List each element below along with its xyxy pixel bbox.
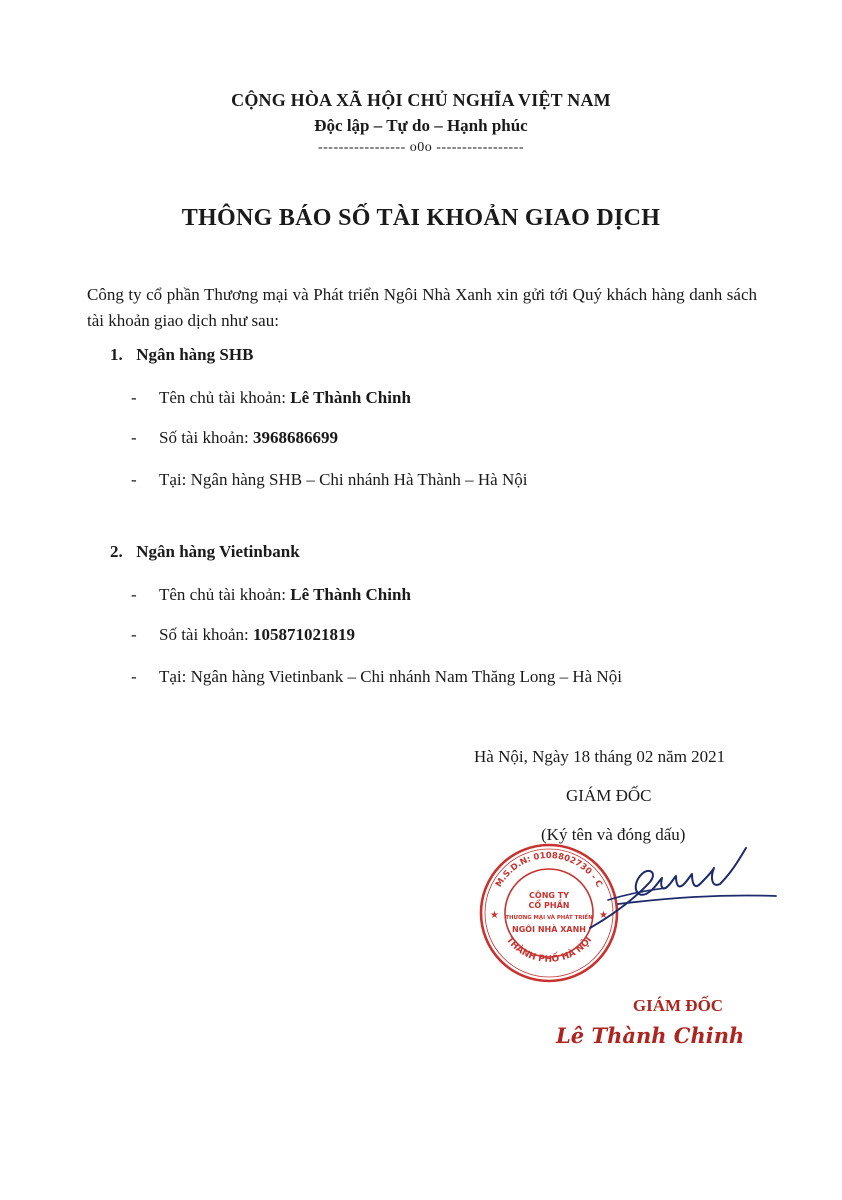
branch-value: Tại: Ngân hàng Vietinbank – Chi nhánh Nam Thăng Long – Hà Nội [159,667,622,686]
signature-role: GIÁM ĐỐC [632,996,724,1015]
separator: ----------------- o0o ----------------- [317,140,524,155]
bank-owner-row [131,585,411,605]
svg-text:THƯƠNG MẠI VÀ PHÁT TRIỂN: THƯƠNG MẠI VÀ PHÁT TRIỂN [505,915,593,921]
account-value: 3968686699 [252,428,338,447]
svg-text:NGÔI NHÀ XANH: NGÔI NHÀ XANH [512,925,586,934]
svg-text:CỔ PHẦN: CỔ PHẦN [528,901,570,910]
owner-label: Tên chủ tài khoản: [159,585,291,604]
bullet-dash: - [131,470,137,489]
sign-instruction: (Ký tên và đóng dấu) [541,825,686,844]
bank-number: 1. [110,345,123,364]
bullet-dash: - [131,667,137,686]
account-label: Số tài khoản: [159,625,253,644]
bank-branch-row [131,470,527,490]
owner-value: Lê Thành Chinh [290,388,411,407]
svg-text:★: ★ [490,910,499,921]
owner-label: Tên chủ tài khoản: [159,388,291,407]
date-line: Hà Nội, Ngày 18 tháng 02 năm 2021 [474,747,726,766]
svg-text:★: ★ [599,910,608,921]
bank-heading-vietinbank [110,542,300,562]
handwritten-signature [588,842,780,942]
bullet-dash: - [131,625,137,644]
document-title: THÔNG BÁO SỐ TÀI KHOẢN GIAO DỊCH [181,205,661,231]
bank-number: 2. [110,542,123,561]
account-value: 105871021819 [252,625,355,644]
signer-title: GIÁM ĐỐC [566,786,652,805]
account-label: Số tài khoản: [159,428,253,447]
intro-paragraph: Công ty cổ phần Thương mại và Phát triển Ngôi Nhà Xanh xin gửi tới Quý khách hàng danh sách tài khoản giao dịch như sau: [87,285,757,330]
bank-account-row [131,428,338,448]
bank-name: Ngân hàng Vietinbank [136,542,300,561]
bullet-dash: - [131,585,137,604]
bank-name: Ngân hàng SHB [136,345,254,364]
svg-text:CÔNG TY: CÔNG TY [529,891,569,900]
bank-owner-row [131,388,411,408]
bank-branch-row [131,667,622,687]
bank-heading-shb [110,345,253,365]
svg-text:M.S.D.N: 0108802730 - C: M.S.D.N: 0108802730 - C [494,850,604,890]
signature-name: Lê Thành Chinh [556,1023,745,1048]
bank-account-row [131,625,355,645]
national-motto: Độc lập – Tự do – Hạnh phúc [314,116,528,135]
svg-text:THÀNH PHỐ HÀ NỘI: THÀNH PHỐ HÀ NỘI [503,935,595,965]
owner-value: Lê Thành Chinh [290,585,411,604]
national-title: CỘNG HÒA XÃ HỘI CHỦ NGHĨA VIỆT NAM [231,90,611,110]
bullet-dash: - [131,428,137,447]
branch-value: Tại: Ngân hàng SHB – Chi nhánh Hà Thành – Hà Nội [159,470,528,489]
bullet-dash: - [131,388,137,407]
